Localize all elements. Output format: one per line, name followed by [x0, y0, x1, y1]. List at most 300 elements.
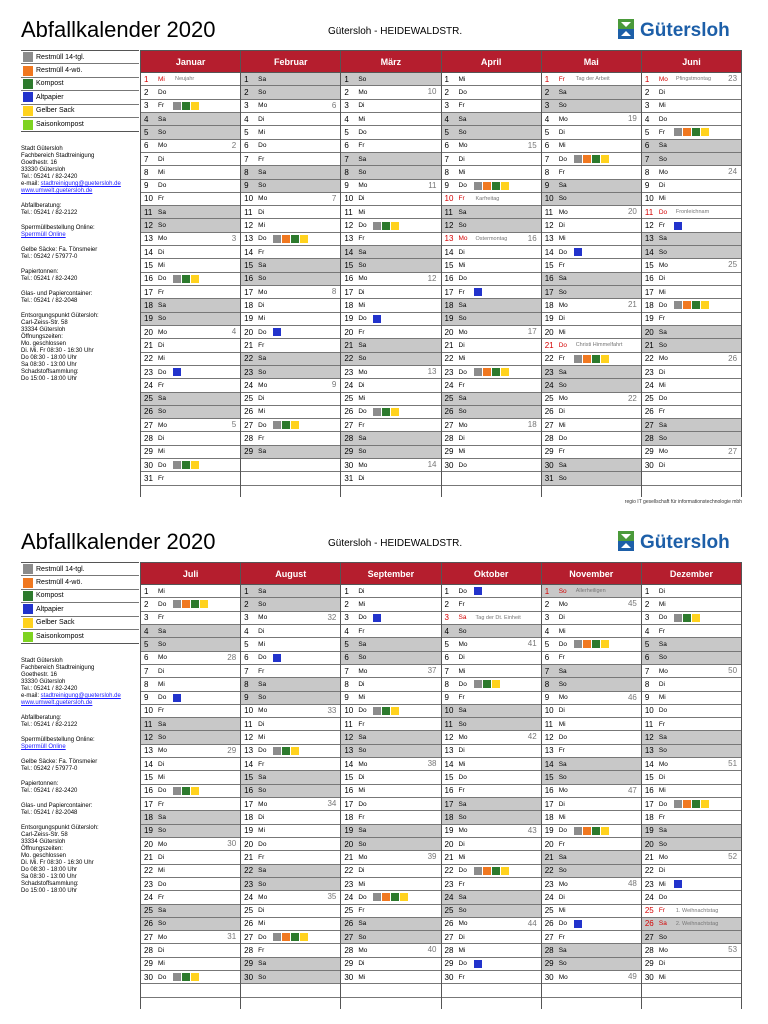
day-number: 22: [144, 866, 153, 876]
info-link[interactable]: stadtreinigung@guetersloh.de: [40, 693, 121, 700]
weekday: Do: [358, 222, 367, 230]
info-block: Glas- und Papiercontainer: Tel.: 05241 / 82-2048: [21, 291, 93, 305]
day-number: 24: [144, 892, 153, 902]
month-column: [241, 51, 341, 497]
day-cell: [542, 432, 641, 445]
day-number: 17: [244, 799, 254, 809]
day-number: 25: [644, 394, 654, 404]
day-cell: [542, 625, 641, 638]
weekday: Fr: [158, 102, 165, 110]
day-number: 25: [544, 906, 554, 916]
day-number: 12: [644, 733, 654, 743]
weekday: Sa: [158, 301, 166, 309]
day-cell: [141, 233, 240, 246]
day-cell: [341, 406, 440, 419]
pickup-icon: [592, 355, 600, 363]
weekday: Fr: [458, 102, 465, 110]
weekday: So: [658, 435, 667, 443]
day-number: 10: [144, 194, 153, 204]
day-number: 4: [244, 626, 249, 636]
day-cell: [241, 339, 340, 352]
legend-swatch-icon: [23, 564, 33, 574]
contact-info: [21, 146, 139, 383]
weekday: So: [158, 920, 166, 928]
pickup-icon: [182, 102, 190, 110]
day-number: 9: [144, 693, 149, 703]
day-number: 7: [444, 666, 449, 676]
week-number: 35: [327, 892, 337, 902]
day-cell: [141, 299, 240, 312]
day-cell: [542, 958, 641, 971]
day-number: 16: [344, 274, 354, 284]
day-number: 9: [344, 181, 349, 191]
day-number: 29: [644, 447, 654, 457]
pickup-markers: [574, 827, 609, 835]
weekday: Mi: [558, 328, 566, 336]
day-number: 29: [244, 959, 254, 969]
weekday: Mi: [158, 168, 165, 176]
day-cell: [442, 918, 541, 931]
day-cell: [442, 432, 541, 445]
day-cell: [542, 878, 641, 891]
weekday: Sa: [658, 920, 667, 928]
day-cell: [442, 585, 541, 598]
day-cell: [642, 166, 741, 179]
weekday: So: [158, 640, 166, 648]
weekday: Sa: [258, 867, 267, 875]
day-cell: [642, 73, 741, 86]
day-number: 14: [444, 247, 454, 257]
weekday: Mo: [458, 827, 468, 835]
month-column: [341, 563, 441, 1009]
day-number: 21: [244, 340, 254, 350]
day-cell: [141, 625, 240, 638]
day-number: 10: [644, 194, 654, 204]
weekday: Fr: [158, 800, 165, 808]
day-cell: [642, 944, 741, 957]
week-number: 15: [527, 140, 537, 150]
day-cell: [141, 206, 240, 219]
day-cell: [642, 745, 741, 758]
day-cell: [241, 905, 340, 918]
pickup-markers: [474, 960, 482, 968]
day-number: 16: [144, 786, 153, 796]
pickup-icon: [674, 301, 682, 309]
weekday: Do: [258, 328, 267, 336]
day-number: 6: [244, 653, 249, 663]
day-cell: [141, 958, 240, 971]
pickup-icon: [273, 933, 281, 941]
legend-swatch-icon: [23, 591, 33, 601]
day-number: 28: [244, 434, 254, 444]
day-cell: [341, 113, 440, 126]
day-number: 11: [544, 719, 553, 729]
day-cell: [442, 598, 541, 611]
day-number: 13: [244, 746, 254, 756]
weekday: Mi: [258, 222, 266, 230]
day-number: 13: [344, 746, 354, 756]
weekday: Do: [558, 435, 567, 443]
day-cell: [542, 100, 641, 113]
weekday: Di: [158, 853, 165, 861]
day-number: 26: [344, 407, 354, 417]
day-number: 30: [244, 972, 254, 982]
weekday: Fr: [658, 907, 665, 915]
pickup-icon: [173, 600, 181, 608]
weekday: So: [358, 654, 367, 662]
weekday: Sa: [458, 395, 467, 403]
weekday: Mo: [258, 195, 268, 203]
day-cell: [141, 273, 240, 286]
weekday: Mo: [658, 853, 668, 861]
day-number: 21: [144, 340, 153, 350]
day-number: 8: [444, 679, 449, 689]
day-number: 15: [644, 261, 654, 271]
contact-info: [21, 658, 139, 895]
day-cell: [542, 246, 641, 259]
day-cell: [141, 612, 240, 625]
weekday: So: [558, 288, 567, 296]
day-cell: [542, 585, 641, 598]
weekday: So: [258, 787, 267, 795]
pickup-markers: [373, 893, 408, 901]
day-number: 26: [444, 407, 454, 417]
weekday: Mo: [358, 182, 368, 190]
day-number: 22: [644, 866, 654, 876]
day-number: 20: [344, 327, 354, 337]
day-cell: [542, 612, 641, 625]
weekday: So: [658, 248, 667, 256]
day-number: 14: [644, 247, 654, 257]
day-cell: [241, 406, 340, 419]
day-number: 9: [444, 181, 449, 191]
weekday: Do: [258, 654, 267, 662]
day-number: 4: [144, 114, 149, 124]
day-number: 9: [544, 693, 550, 703]
day-cell: [341, 126, 440, 139]
day-cell-empty: [642, 984, 741, 997]
info-link[interactable]: Sperrmüll Online: [21, 232, 66, 239]
day-cell: [442, 393, 541, 406]
weekday: Fr: [558, 654, 565, 662]
day-number: 3: [644, 613, 650, 623]
day-number: 27: [344, 932, 354, 942]
info-link[interactable]: www.umwelt.guetersloh.de: [21, 700, 93, 707]
weekday: Di: [158, 667, 165, 675]
day-cell: [341, 865, 440, 878]
week-number: 10: [427, 87, 437, 97]
day-cell: [442, 353, 541, 366]
day-number: 23: [344, 879, 354, 889]
weekday: So: [258, 880, 267, 888]
pickup-icon: [273, 328, 281, 336]
pickup-icon: [173, 275, 181, 283]
weekday: Do: [158, 694, 167, 702]
day-number: 27: [544, 932, 554, 942]
day-number: 28: [544, 434, 554, 444]
day-cell: [341, 366, 440, 379]
weekday: Di: [258, 395, 265, 403]
day-cell: [341, 180, 440, 193]
day-number: 12: [444, 733, 454, 743]
day-number: 16: [444, 274, 454, 284]
weekday: Mi: [258, 734, 266, 742]
info-link[interactable]: stadtreinigung@guetersloh.de: [40, 181, 121, 188]
weekday: So: [558, 774, 567, 782]
pickup-icon: [173, 461, 181, 469]
pickup-icon: [574, 920, 582, 928]
day-number: 28: [644, 946, 654, 956]
week-number: 38: [427, 759, 437, 769]
day-number: 8: [444, 167, 449, 177]
pickup-markers: [373, 315, 381, 323]
pickup-icon: [191, 787, 199, 795]
day-number: 27: [644, 420, 654, 430]
weekday: Di: [358, 288, 365, 296]
month-column: [141, 563, 241, 1009]
day-number: 29: [144, 447, 153, 457]
weekday: Di: [258, 208, 265, 216]
pickup-markers: [674, 614, 700, 622]
week-number: 22: [627, 393, 637, 403]
day-number: 23: [244, 367, 254, 377]
day-number: 30: [344, 972, 354, 982]
day-number: 16: [544, 786, 554, 796]
weekday: So: [258, 973, 267, 981]
week-number: 39: [427, 852, 437, 862]
weekday: Di: [458, 341, 465, 349]
pickup-icon: [191, 461, 199, 469]
weekday: So: [558, 587, 567, 595]
day-cell: [341, 419, 440, 432]
day-number: 28: [344, 434, 354, 444]
pickup-icon: [574, 155, 582, 163]
weekday: Mi: [358, 115, 366, 123]
info-link[interactable]: Sperrmüll Online: [21, 744, 66, 751]
pickup-markers: [674, 880, 682, 888]
day-cell: [341, 472, 440, 485]
day-cell: [241, 86, 340, 99]
day-number: 30: [344, 460, 354, 470]
day-number: 20: [444, 327, 454, 337]
day-cell: [141, 665, 240, 678]
week-number: 34: [327, 799, 337, 808]
weekday: Fr: [158, 614, 165, 622]
legend-item: [21, 603, 139, 616]
week-number: 7: [331, 193, 337, 203]
day-number: 11: [244, 719, 253, 729]
weekday: Mo: [658, 947, 668, 955]
day-number: 20: [444, 839, 454, 849]
weekday: Fr: [458, 973, 465, 981]
weekday: Mi: [158, 75, 165, 83]
weekday: Di: [558, 315, 565, 323]
day-cell: [241, 598, 340, 611]
month-grid: [140, 50, 742, 497]
weekday: Do: [658, 115, 668, 123]
day-number: 19: [544, 314, 554, 324]
weekday: Mo: [158, 142, 168, 150]
weekday: Fr: [258, 435, 265, 443]
pickup-icon: [492, 182, 500, 190]
weekday: Fr: [158, 475, 165, 483]
info-block: Stadt Gütersloh Fachbereich Stadtreinigung Goethestr. 16 33330 Gütersloh Tel.: 05241 / 82-2420 e-mail: stadtreinigung@guetersloh.de www.umwelt.guetersloh.de: [21, 658, 121, 707]
day-number: 21: [644, 852, 654, 862]
weekday: Mi: [458, 355, 466, 363]
weekday: Mo: [358, 853, 368, 861]
day-cell: [442, 891, 541, 904]
week-number: 25: [728, 260, 738, 270]
day-cell: [442, 758, 541, 771]
weekday: Mi: [658, 600, 666, 608]
day-number: 3: [144, 101, 149, 111]
day-cell: [542, 692, 641, 705]
weekday: Mo: [658, 667, 668, 675]
day-cell: [141, 931, 240, 944]
day-cell: [542, 891, 641, 904]
day-number: 11: [444, 719, 453, 729]
weekday: Fr: [258, 341, 265, 349]
day-cell: [642, 113, 741, 126]
day-number: 1: [544, 74, 550, 84]
pickup-icon: [674, 222, 682, 230]
page-title: Abfallkalender 2020: [21, 17, 216, 42]
weekday: Mi: [658, 381, 666, 389]
info-block: Stadt Gütersloh Fachbereich Stadtreinigung Goethestr. 16 33330 Gütersloh Tel.: 05241 / 82-2420 e-mail: stadtreinigung@guetersloh.de www.umwelt.guetersloh.de: [21, 146, 121, 195]
weekday: Fr: [258, 853, 265, 861]
weekday: Mo: [558, 880, 568, 888]
weekday: Mo: [158, 747, 168, 755]
info-block: Abfallberatung: Tel.: 05241 / 82-2122: [21, 203, 78, 217]
day-number: 13: [544, 234, 554, 244]
weekday: Mi: [558, 627, 566, 635]
weekday: Sa: [658, 328, 667, 336]
weekday: Mo: [458, 421, 468, 429]
day-cell: [341, 286, 440, 299]
day-number: 22: [144, 354, 153, 364]
day-number: 5: [344, 127, 349, 137]
pickup-icon: [674, 614, 682, 622]
pickup-icon: [683, 800, 691, 808]
day-number: 9: [644, 693, 650, 703]
pickup-icon: [474, 288, 482, 296]
weekday: Mi: [258, 408, 266, 416]
weekday: Mo: [558, 694, 568, 702]
weekday: Do: [358, 614, 367, 622]
week-number: 44: [527, 918, 537, 928]
day-cell: [341, 459, 440, 472]
day-cell: [241, 432, 340, 445]
weekday: Do: [358, 707, 367, 715]
day-number: 17: [544, 287, 554, 297]
day-number: 1: [444, 74, 449, 84]
day-cell: [341, 638, 440, 651]
day-cell: [642, 905, 741, 918]
weekday: Do: [158, 880, 167, 888]
weekday: Sa: [558, 947, 567, 955]
weekday: Mo: [658, 760, 668, 768]
day-cell: [341, 379, 440, 392]
day-number: 30: [544, 972, 554, 982]
day-number: 5: [244, 127, 249, 137]
day-number: 15: [444, 261, 454, 271]
day-cell: [642, 353, 741, 366]
weekday: Sa: [358, 734, 367, 742]
day-number: 21: [144, 852, 153, 862]
day-cell: [642, 612, 741, 625]
day-cell: [341, 811, 440, 824]
day-cell: [642, 811, 741, 824]
day-cell: [642, 100, 741, 113]
weekday: Di: [358, 867, 365, 875]
weekday: Mo: [458, 734, 468, 742]
weekday: Fr: [358, 328, 365, 336]
day-number: 27: [544, 420, 554, 430]
weekday: Sa: [458, 301, 467, 309]
day-number: 20: [544, 327, 554, 337]
legend-label: Kompost: [36, 80, 64, 88]
info-link[interactable]: www.umwelt.guetersloh.de: [21, 188, 93, 195]
day-number: 5: [144, 639, 149, 649]
day-number: 2: [544, 87, 550, 97]
weekday: Fr: [458, 787, 465, 795]
legend-swatch-icon: [23, 618, 33, 628]
pickup-markers: [574, 640, 609, 648]
weekday: So: [658, 933, 667, 941]
day-cell: [542, 419, 641, 432]
pickup-icon: [191, 275, 199, 283]
day-number: 13: [644, 234, 654, 244]
day-cell: [542, 598, 641, 611]
month-column: [542, 51, 642, 497]
weekday: Fr: [258, 248, 265, 256]
month-column: [642, 563, 742, 1009]
day-cell: [642, 86, 741, 99]
day-number: 5: [644, 639, 650, 649]
day-number: 5: [544, 639, 550, 649]
pickup-icon: [592, 640, 600, 648]
month-header: März: [341, 51, 440, 73]
day-number: 5: [244, 639, 249, 649]
day-number: 6: [344, 653, 349, 663]
day-number: 1: [644, 586, 650, 596]
day-number: 25: [144, 906, 153, 916]
day-cell: [241, 944, 340, 957]
weekday: Mo: [358, 667, 368, 675]
weekday: Do: [158, 787, 167, 795]
day-number: 15: [644, 773, 654, 783]
day-cell: [241, 166, 340, 179]
day-cell: [442, 731, 541, 744]
day-number: 14: [244, 247, 254, 257]
pickup-icon: [674, 128, 682, 136]
weekday: Fr: [158, 893, 165, 901]
day-number: 22: [444, 354, 454, 364]
day-cell: [241, 785, 340, 798]
weekday: Fr: [658, 813, 665, 821]
day-cell: [141, 219, 240, 232]
weekday: Sa: [558, 667, 567, 675]
weekday: Mo: [558, 208, 568, 216]
weekday: Mi: [158, 587, 165, 595]
day-cell: [542, 459, 641, 472]
day-number: 6: [244, 141, 249, 151]
pickup-icon: [273, 235, 281, 243]
day-cell: [442, 459, 541, 472]
day-cell-empty: [341, 984, 440, 997]
weekday: Do: [558, 920, 567, 928]
weekday: So: [358, 448, 367, 456]
